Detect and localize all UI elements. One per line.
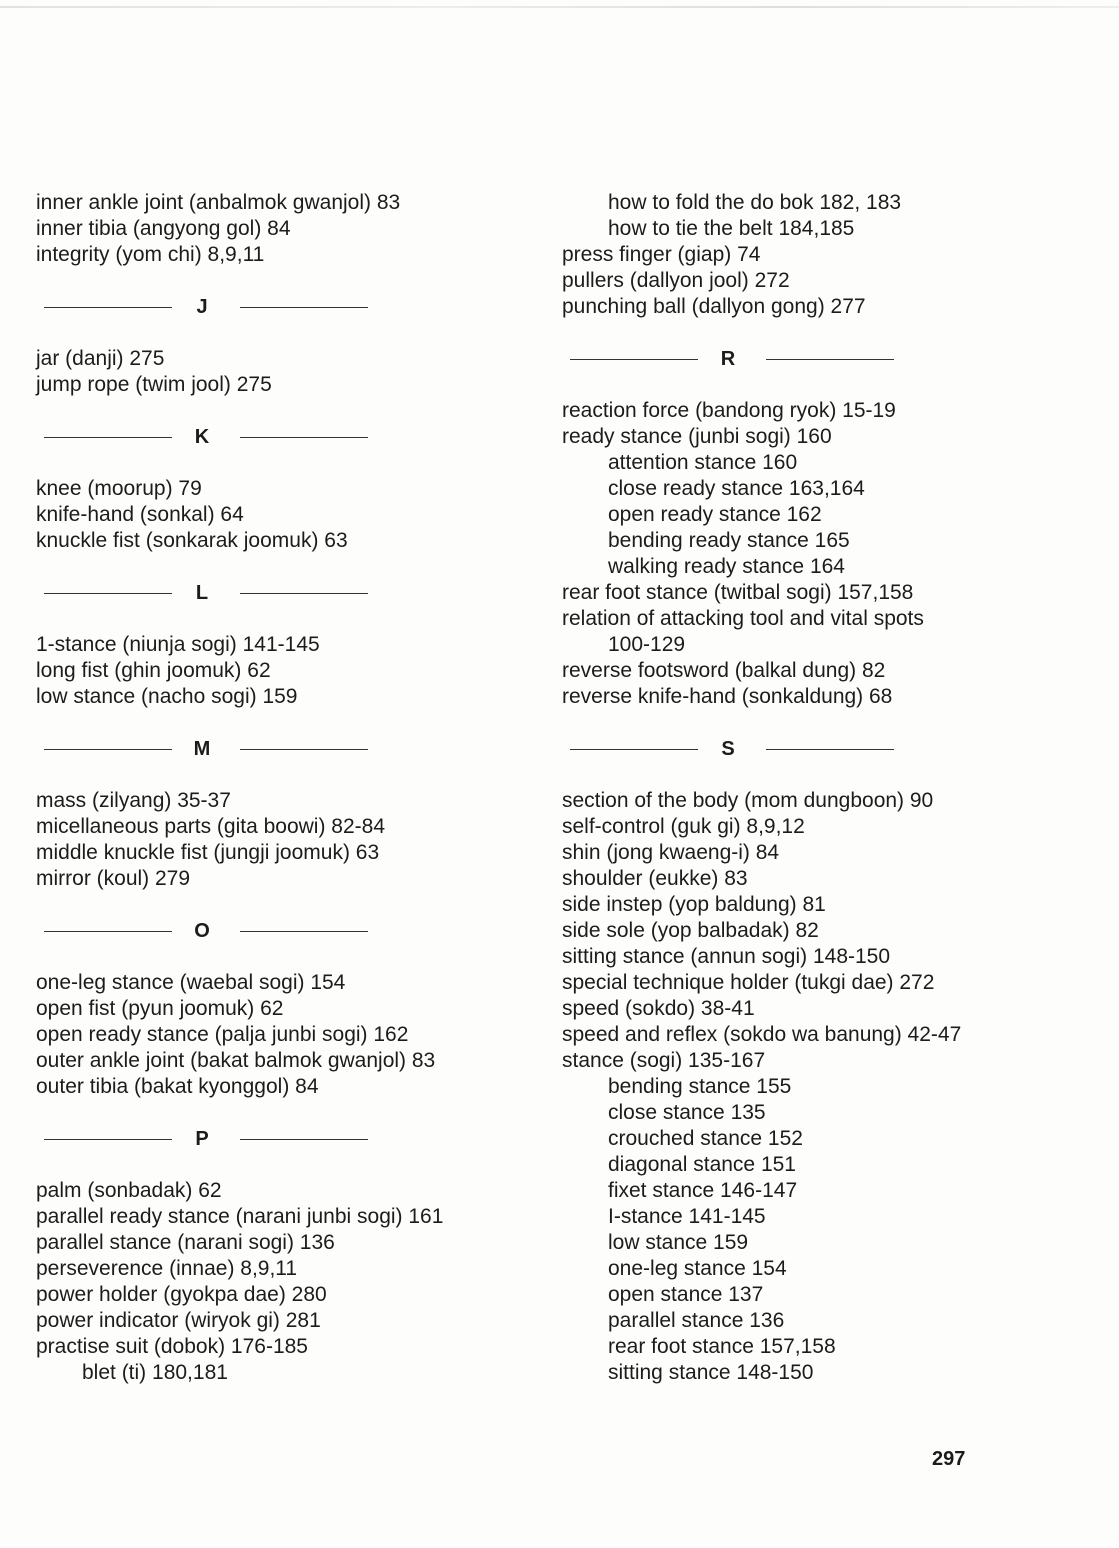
index-entry: reverse knife-hand (sonkaldung) 68 (562, 685, 893, 708)
index-entry: side instep (yop baldung) 81 (562, 893, 826, 916)
rule-line (766, 749, 894, 750)
index-entry: outer ankle joint (bakat balmok gwanjol) 83 (36, 1049, 436, 1072)
index-subentry: how to tie the belt 184,185 (608, 217, 855, 240)
rule-line (44, 437, 172, 438)
index-entry: speed (sokdo) 38-41 (562, 997, 755, 1020)
rule-line (240, 1139, 368, 1140)
index-subentry: open stance 137 (608, 1283, 764, 1306)
index-entry: open ready stance (palja junbi sogi) 162 (36, 1023, 409, 1046)
index-entry: shoulder (eukke) 83 (562, 867, 748, 890)
index-subentry: crouched stance 152 (608, 1127, 803, 1150)
index-entry: open fist (pyun joomuk) 62 (36, 997, 284, 1020)
index-entry: outer tibia (bakat kyonggol) 84 (36, 1075, 319, 1098)
index-entry: mirror (koul) 279 (36, 867, 191, 890)
section-letter: J (196, 296, 208, 318)
index-subentry: bending ready stance 165 (608, 529, 850, 552)
index-entry: parallel ready stance (narani junbi sogi) 161 (36, 1205, 444, 1228)
rule-line (44, 307, 172, 308)
index-left-column (36, 190, 546, 1386)
rule-line (240, 593, 368, 594)
index-entry: integrity (yom chi) 8,9,11 (36, 243, 265, 266)
index-subentry: how to fold the do bok 182, 183 (608, 191, 902, 214)
section-letter: O (194, 920, 210, 942)
index-entry: ready stance (junbi sogi) 160 (562, 425, 832, 448)
rule-line (240, 307, 368, 308)
index-entry: speed and reflex (sokdo wa banung) 42-47 (562, 1023, 962, 1046)
rule-line (240, 749, 368, 750)
index-entry: one-leg stance (waebal sogi) 154 (36, 971, 346, 994)
index-subentry: one-leg stance 154 (608, 1257, 787, 1280)
index-entry: micellaneous parts (gita boowi) 82-84 (36, 815, 386, 838)
index-entry: power holder (gyokpa dae) 280 (36, 1283, 327, 1306)
index-entry: shin (jong kwaeng-i) 84 (562, 841, 780, 864)
index-subentry: walking ready stance 164 (608, 555, 845, 578)
rule-line (570, 359, 698, 360)
scan-edge (0, 6, 1119, 8)
index-subentry: fixet stance 146-147 (608, 1179, 798, 1202)
section-letter: P (195, 1128, 209, 1150)
rule-line (44, 593, 172, 594)
index-subentry: blet (ti) 180,181 (82, 1361, 228, 1384)
section-letter: K (194, 426, 210, 448)
index-entry: inner tibia (angyong gol) 84 (36, 217, 291, 240)
index-entry: rear foot stance (twitbal sogi) 157,158 (562, 581, 914, 604)
index-right-column (562, 190, 1082, 1386)
section-heading-l (36, 554, 546, 632)
index-subentry: rear foot stance 157,158 (608, 1335, 836, 1358)
section-heading-r (562, 320, 1082, 398)
index-entry: palm (sonbadak) 62 (36, 1179, 222, 1202)
index-entry: sitting stance (annun sogi) 148-150 (562, 945, 891, 968)
index-subentry: sitting stance 148-150 (608, 1361, 814, 1384)
index-entry: power indicator (wiryok gi) 281 (36, 1309, 321, 1332)
section-letter: R (720, 348, 736, 370)
index-entry: perseverence (innae) 8,9,11 (36, 1257, 298, 1280)
section-heading-o (36, 892, 546, 970)
index-entry: self-control (guk gi) 8,9,12 (562, 815, 805, 838)
section-letter: L (195, 582, 209, 604)
index-entry: jump rope (twim jool) 275 (36, 373, 272, 396)
index-entry: relation of attacking tool and vital spots (562, 607, 924, 630)
index-entry: mass (zilyang) 35-37 (36, 789, 231, 812)
index-entry: knee (moorup) 79 (36, 477, 202, 500)
rule-line (44, 749, 172, 750)
index-entry: side sole (yop balbadak) 82 (562, 919, 819, 942)
index-subentry: close ready stance 163,164 (608, 477, 865, 500)
rule-line (240, 931, 368, 932)
index-subentry: I-stance 141-145 (608, 1205, 766, 1228)
section-heading-s (562, 710, 1082, 788)
section-heading-p (36, 1100, 546, 1178)
rule-line (44, 1139, 172, 1140)
index-entry: pullers (dallyon jool) 272 (562, 269, 790, 292)
index-entry: jar (danji) 275 (36, 347, 165, 370)
index-entry-continuation: 100-129 (608, 633, 686, 656)
section-heading-j (36, 268, 546, 346)
index-entry: section of the body (mom dungboon) 90 (562, 789, 934, 812)
section-heading-m (36, 710, 546, 788)
index-subentry: parallel stance 136 (608, 1309, 785, 1332)
index-entry: inner ankle joint (anbalmok gwanjol) 83 (36, 191, 401, 214)
index-entry: knife-hand (sonkal) 64 (36, 503, 244, 526)
index-subentry: open ready stance 162 (608, 503, 822, 526)
index-entry: punching ball (dallyon gong) 277 (562, 295, 866, 318)
rule-line (766, 359, 894, 360)
page-number: 297 (932, 1448, 966, 1470)
index-entry: knuckle fist (sonkarak joomuk) 63 (36, 529, 348, 552)
section-letter: M (193, 738, 211, 760)
index-subentry: attention stance 160 (608, 451, 798, 474)
rule-line (570, 749, 698, 750)
rule-line (44, 931, 172, 932)
index-entry: stance (sogi) 135-167 (562, 1049, 766, 1072)
index-entry: special technique holder (tukgi dae) 272 (562, 971, 935, 994)
index-subentry: bending stance 155 (608, 1075, 792, 1098)
index-entry: practise suit (dobok) 176-185 (36, 1335, 308, 1358)
index-entry: long fist (ghin joomuk) 62 (36, 659, 271, 682)
index-subentry: diagonal stance 151 (608, 1153, 796, 1176)
index-subentry: low stance 159 (608, 1231, 749, 1254)
index-entry: reverse footsword (balkal dung) 82 (562, 659, 886, 682)
section-heading-k (36, 398, 546, 476)
section-letter: S (721, 738, 735, 760)
index-entry: press finger (giap) 74 (562, 243, 761, 266)
index-entry: 1-stance (niunja sogi) 141-145 (36, 633, 320, 656)
index-entry: parallel stance (narani sogi) 136 (36, 1231, 335, 1254)
index-entry: middle knuckle fist (jungji joomuk) 63 (36, 841, 380, 864)
rule-line (240, 437, 368, 438)
index-subentry: close stance 135 (608, 1101, 766, 1124)
index-entry: reaction force (bandong ryok) 15-19 (562, 399, 896, 422)
index-entry: low stance (nacho sogi) 159 (36, 685, 298, 708)
